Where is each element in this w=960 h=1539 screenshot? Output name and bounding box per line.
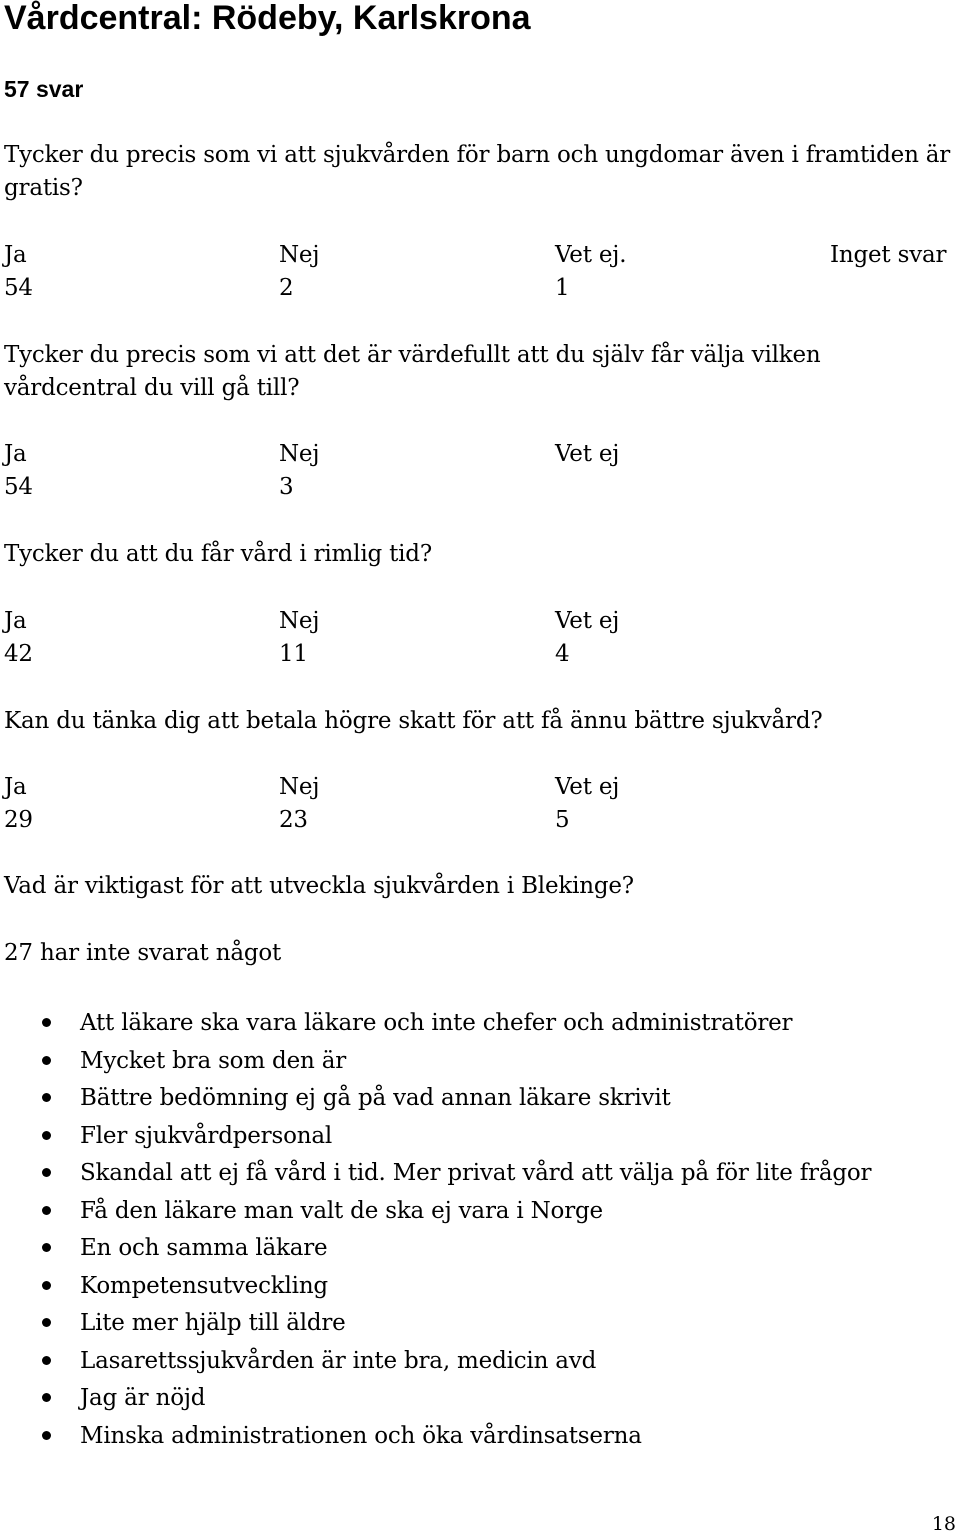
bullet-icon xyxy=(42,1281,51,1290)
answer-list xyxy=(0,1006,871,1456)
list-item: Lite mer hjälp till äldre xyxy=(0,1306,871,1344)
q1-header-nej: Nej xyxy=(279,242,320,268)
bullet-icon xyxy=(42,1168,51,1177)
q2-value-ja: 54 xyxy=(4,474,33,500)
q4-header-ja: Ja xyxy=(4,774,27,800)
q1-value-nej: 2 xyxy=(279,275,294,301)
q1-header-ja: Ja xyxy=(4,242,27,268)
q4-value-vet-ej: 5 xyxy=(555,807,570,833)
q3-value-ja: 42 xyxy=(4,641,33,667)
q4-header-vet-ej: Vet ej xyxy=(555,774,620,800)
bullet-icon xyxy=(42,1356,51,1365)
list-item: Kompetensutveckling xyxy=(0,1269,871,1307)
question-2-text: Tycker du precis som vi att det är värdefullt att du själv får välja vilken vårdcentral du vill gå till? xyxy=(4,342,821,401)
q2-header-nej: Nej xyxy=(279,441,320,467)
list-item: Fler sjukvårdpersonal xyxy=(0,1119,871,1157)
q4-value-nej: 23 xyxy=(279,807,308,833)
q2-value-nej: 3 xyxy=(279,474,294,500)
q3-header-vet-ej: Vet ej xyxy=(555,608,620,634)
bullet-icon xyxy=(42,1393,51,1402)
list-item: Få den läkare man valt de ska ej vara i Norge xyxy=(0,1194,871,1232)
page-number: 18 xyxy=(931,1513,956,1535)
list-item: Bättre bedömning ej gå på vad annan läkare skrivit xyxy=(0,1081,871,1119)
list-item: Skandal att ej få vård i tid. Mer privat vård att välja på för lite frågor xyxy=(0,1156,871,1194)
bullet-icon xyxy=(42,1206,51,1215)
q3-header-ja: Ja xyxy=(4,608,27,634)
list-item: Lasarettssjukvården är inte bra, medicin avd xyxy=(0,1344,871,1382)
bullet-icon xyxy=(42,1431,51,1440)
question-1-text: Tycker du precis som vi att sjukvården för barn och ungdomar även i framtiden är gratis? xyxy=(4,142,951,201)
q3-header-nej: Nej xyxy=(279,608,320,634)
q1-header-vet-ej: Vet ej. xyxy=(555,242,627,268)
q3-value-nej: 11 xyxy=(279,641,308,667)
q2-header-ja: Ja xyxy=(4,441,27,467)
question-5-text: Vad är viktigast för att utveckla sjukvården i Blekinge? xyxy=(4,873,634,899)
bullet-icon xyxy=(42,1243,51,1252)
q5-no-answer-count: 27 har inte svarat något xyxy=(4,940,282,966)
q1-value-ja: 54 xyxy=(4,275,33,301)
bullet-icon xyxy=(42,1018,51,1027)
q1-value-vet-ej: 1 xyxy=(555,275,570,301)
list-item: En och samma läkare xyxy=(0,1231,871,1269)
q4-header-nej: Nej xyxy=(279,774,320,800)
list-item: Minska administrationen och öka vårdinsatserna xyxy=(0,1419,871,1457)
list-item: Att läkare ska vara läkare och inte chefer och administratörer xyxy=(0,1006,871,1044)
q3-value-vet-ej: 4 xyxy=(555,641,570,667)
question-4-text: Kan du tänka dig att betala högre skatt för att få ännu bättre sjukvård? xyxy=(4,708,823,734)
question-3-text: Tycker du att du får vård i rimlig tid? xyxy=(4,541,432,567)
page-title: Vårdcentral: Rödeby, Karlskrona xyxy=(4,0,531,37)
bullet-icon xyxy=(42,1318,51,1327)
list-item: Jag är nöjd xyxy=(0,1381,871,1419)
bullet-icon xyxy=(42,1056,51,1065)
q4-value-ja: 29 xyxy=(4,807,33,833)
list-item: Mycket bra som den är xyxy=(0,1044,871,1082)
q1-header-inget-svar: Inget svar xyxy=(830,242,947,268)
response-count: 57 svar xyxy=(4,76,84,102)
q2-header-vet-ej: Vet ej xyxy=(555,441,620,467)
bullet-icon xyxy=(42,1131,51,1140)
bullet-icon xyxy=(42,1093,51,1102)
